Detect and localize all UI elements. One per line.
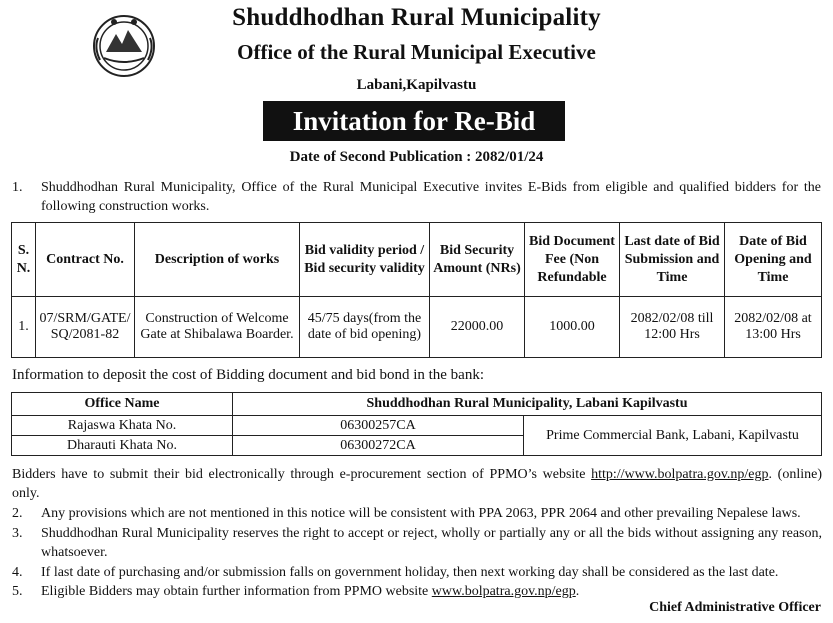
col-header-opening: Date of Bid Opening and Time — [725, 223, 822, 297]
municipality-title: Shuddhodhan Rural Municipality — [232, 4, 601, 31]
table-header-row — [12, 223, 822, 297]
note-text: Any provisions which are not mentioned in this notice will be consistent with PPA 2063, PPR 2064 and other prevailing Nepalese laws. — [41, 506, 801, 521]
note-text: Shuddhodhan Rural Municipality reserves the right to accept or reject, wholly or partially any or all the bids without assigning any reason, whatsoever. — [41, 526, 822, 560]
signature: Chief Administrative Officer — [649, 600, 821, 615]
intro-text: Shuddhodhan Rural Municipality, Office of the Rural Municipal Executive invites E-Bids from eligible and qualified bidders for the following construction works. — [41, 180, 821, 214]
cell-description: Construction of Welcome Gate at Shibalawa Boarder. — [135, 297, 300, 358]
col-header-submission: Last date of Bid Submission and Time — [620, 223, 725, 297]
bank-account: 06300257CA — [233, 416, 524, 436]
office-title: Office of the Rural Municipal Executive — [237, 40, 596, 64]
table-row — [12, 416, 822, 436]
bank-label: Rajaswa Khata No. — [12, 416, 233, 436]
cell-validity: 45/75 days(from the date of bid opening) — [300, 297, 430, 358]
bank-account: 06300272CA — [233, 436, 524, 456]
cell-opening: 2082/02/08 at 13:00 Hrs — [725, 297, 822, 358]
ppmo-link[interactable]: www.bolpatra.gov.np/egp — [431, 584, 576, 599]
bank-name: Prime Commercial Bank, Labani, Kapilvastu — [524, 416, 822, 456]
cell-contract: 07/SRM/GATE/ SQ/2081-82 — [36, 297, 135, 358]
col-header-validity: Bid validity period / Bid security validity — [300, 223, 430, 297]
bidders-note-suffix: . (online) only. — [12, 467, 822, 501]
col-header-fee: Bid Document Fee (Non Refundable — [525, 223, 620, 297]
item-number: 5. — [12, 584, 23, 599]
bidders-note-text: Bidders have to submit their bid electronically through e-procurement section of PPMO’s website — [12, 467, 586, 482]
cell-sn: 1. — [12, 297, 36, 358]
cell-security: 22000.00 — [430, 297, 525, 358]
item-number: 4. — [12, 565, 23, 580]
note-suffix: . — [575, 584, 580, 599]
bid-table — [11, 222, 822, 358]
bank-label: Dharauti Khata No. — [12, 436, 233, 456]
item-number: 1. — [12, 180, 23, 195]
bank-header-name: Shuddhodhan Rural Municipality, Labani Kapilvastu — [233, 393, 822, 416]
notice-banner: Invitation for Re-Bid — [263, 101, 565, 141]
deposit-info: Information to deposit the cost of Bidding document and bid bond in the bank: — [12, 367, 485, 383]
publication-date: Date of Second Publication : 2082/01/24 — [289, 149, 544, 165]
bidders-note — [12, 465, 822, 503]
bank-table — [11, 392, 822, 456]
item-number: 2. — [12, 506, 23, 521]
col-header-description: Description of works — [135, 223, 300, 297]
cell-submission: 2082/02/08 till 12:00 Hrs — [620, 297, 725, 358]
item-number: 3. — [12, 526, 23, 541]
cell-fee: 1000.00 — [525, 297, 620, 358]
table-row — [12, 297, 822, 358]
note-text: If last date of purchasing and/or submission falls on government holiday, then next working day shall be considered as the last date. — [41, 565, 779, 580]
col-header-sn: S. N. — [12, 223, 36, 297]
col-header-contract: Contract No. — [36, 223, 135, 297]
col-header-security: Bid Security Amount (NRs) — [430, 223, 525, 297]
note-text — [41, 582, 822, 601]
location: Labani,Kapilvastu — [356, 77, 477, 93]
bank-header-office: Office Name — [12, 393, 233, 416]
note-text-part: Eligible Bidders may obtain further information from PPMO website — [41, 584, 429, 599]
egp-link[interactable]: http://www.bolpatra.gov.np/egp — [591, 467, 769, 482]
